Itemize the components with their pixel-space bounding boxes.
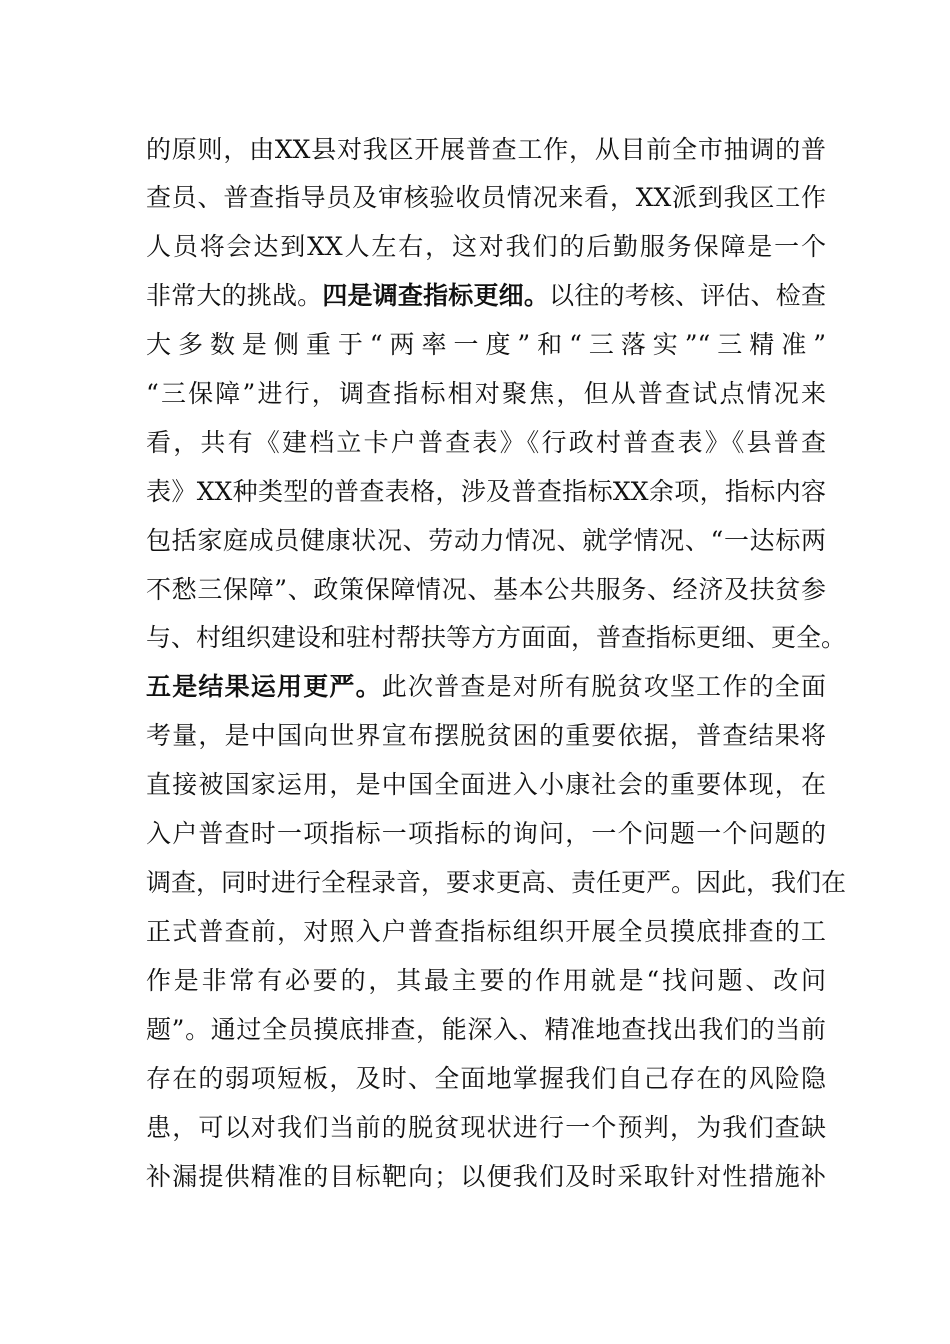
text-line	[146, 229, 826, 265]
bold-heading: 四是调查指标更细。	[322, 281, 550, 310]
text-segment: 存在的弱项短板，及时、全面地掌握我们自己存在的风险隐	[146, 1064, 826, 1093]
text-segment: 补漏提供精准的目标靶向；以便我们及时采取针对性措施补	[146, 1162, 826, 1191]
text-segment: 考量，是中国向世界宣布摆脱贫困的重要依据，普查结果将	[146, 721, 826, 750]
text-segment: 以往的考核、评估、检查	[549, 281, 826, 310]
text-line	[146, 327, 826, 363]
text-segment: 非常大的挑战。	[146, 281, 323, 310]
text-line	[146, 572, 826, 608]
text-line	[146, 1159, 826, 1195]
text-segment: 与、村组织建设和驻村帮扶等方方面面，普查指标更细、更全。	[146, 623, 847, 652]
text-segment: 大多数是侧重于“两率一度”和“三落实”“三精准”	[146, 330, 826, 359]
text-segment: 的原则，由XX县对我区开展普查工作，从目前全市抽调的普	[146, 135, 826, 164]
text-segment: 直接被国家运用，是中国全面进入小康社会的重要体现，在	[146, 770, 826, 799]
text-line	[146, 963, 826, 999]
text-line	[146, 767, 826, 803]
text-line	[146, 620, 847, 656]
text-segment: 调查，同时进行全程录音，要求更高、责任更严。因此，我们在	[146, 868, 847, 897]
text-line	[146, 474, 826, 510]
text-segment: 题”。通过全员摸底排查，能深入、精准地查找出我们的当前	[146, 1015, 826, 1044]
text-line	[146, 180, 826, 216]
text-line	[146, 523, 826, 559]
text-line	[146, 718, 826, 754]
text-line	[146, 1110, 826, 1146]
text-line	[146, 132, 826, 168]
text-segment: 表》XX种类型的普查表格，涉及普查指标XX余项，指标内容	[146, 477, 826, 506]
bold-heading: 五是结果运用更严。	[146, 672, 382, 701]
text-segment: 人员将会达到XX人左右，这对我们的后勤服务保障是一个	[146, 232, 826, 261]
text-segment: “三保障”进行，调查指标相对聚焦，但从普查试点情况来	[146, 379, 826, 408]
text-line	[146, 865, 847, 901]
text-segment: 患，可以对我们当前的脱贫现状进行一个预判，为我们查缺	[146, 1113, 826, 1142]
text-segment: 入户普查时一项指标一项指标的询问，一个问题一个问题的	[146, 819, 826, 848]
text-line	[146, 1061, 826, 1097]
text-line	[146, 376, 826, 412]
text-segment: 看，共有《建档立卡户普查表》《行政村普查表》《县普查	[146, 428, 826, 457]
text-segment: 作是非常有必要的，其最主要的作用就是“找问题、改问	[146, 966, 826, 995]
text-line	[146, 425, 826, 461]
text-segment: 查员、普查指导员及审核验收员情况来看，XX派到我区工作	[146, 183, 826, 212]
text-segment: 此次普查是对所有脱贫攻坚工作的全面	[381, 672, 826, 701]
text-line	[146, 1012, 826, 1048]
text-line	[146, 914, 826, 950]
text-segment: 包括家庭成员健康状况、劳动力情况、就学情况、“一达标两	[146, 526, 826, 555]
text-line	[146, 669, 826, 705]
text-segment: 不愁三保障”、政策保障情况、基本公共服务、经济及扶贫参	[146, 575, 826, 604]
text-segment: 正式普查前，对照入户普查指标组织开展全员摸底排查的工	[146, 917, 826, 946]
text-line	[146, 816, 826, 852]
text-line	[146, 278, 826, 314]
